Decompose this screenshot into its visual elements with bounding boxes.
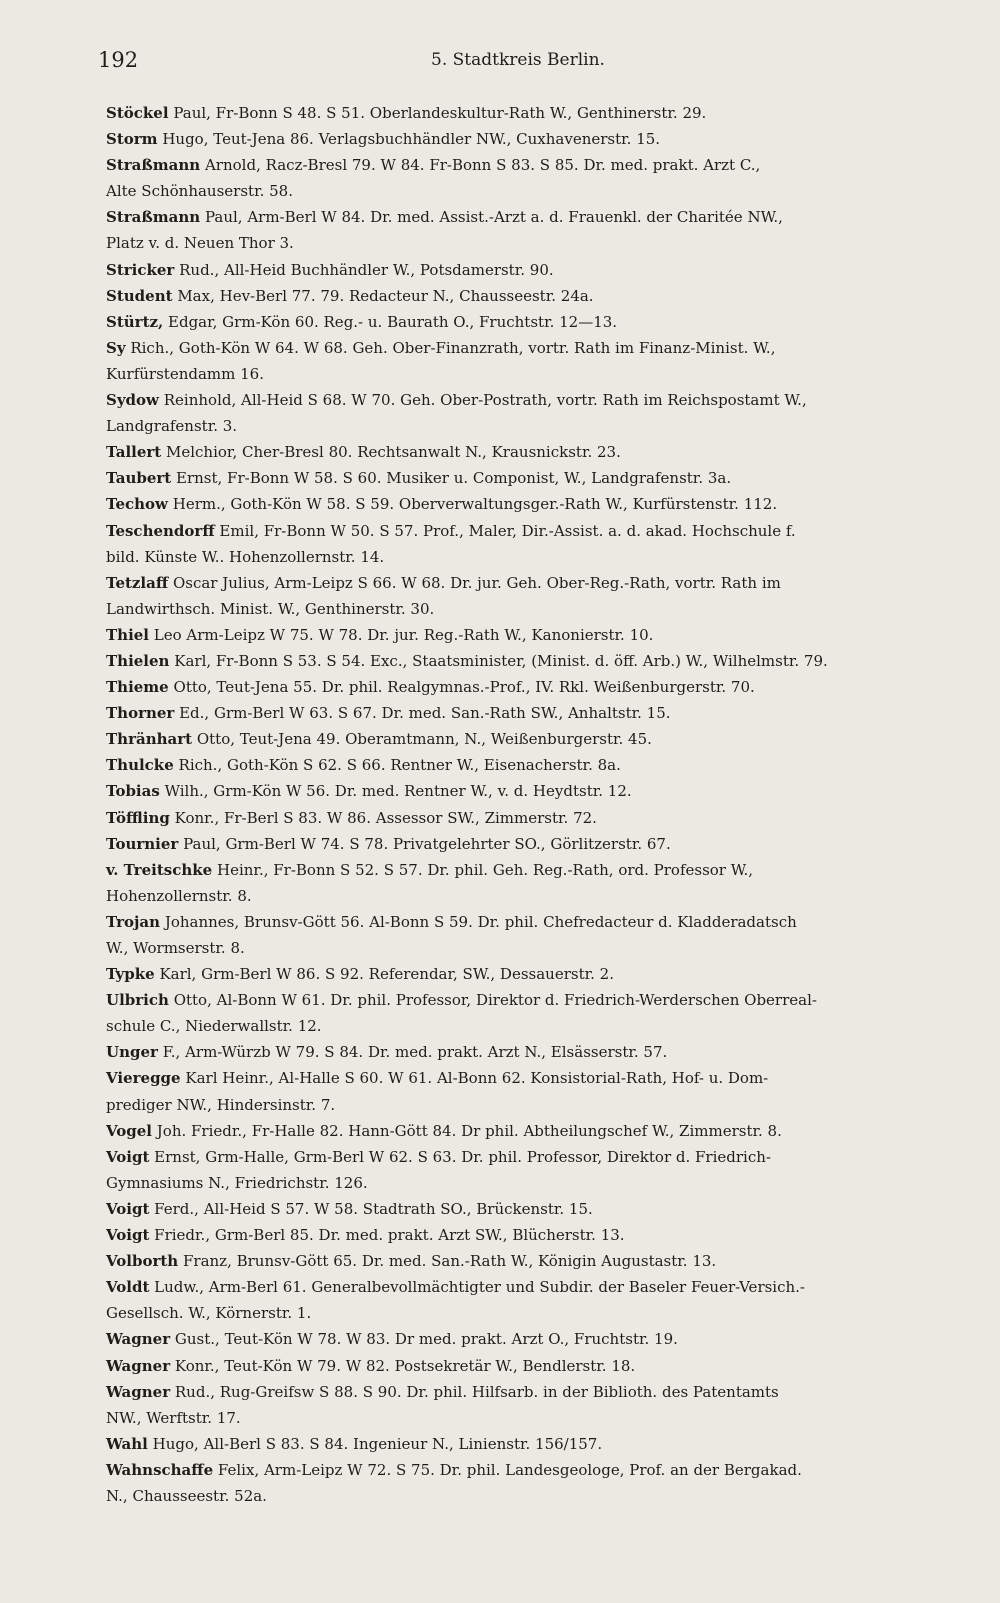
directory-entry <box>106 1353 956 1379</box>
directory-entry <box>106 518 956 570</box>
entry-line: Edgar, Grm-Kön 60. Reg.- u. Baurath O., Fruchtstr. 12—13. <box>168 312 618 331</box>
running-title: 5. Stadtkreis Berlin. <box>431 50 605 70</box>
entry-line: schule C., Niederwallstr. 12. <box>106 1017 322 1036</box>
entry-surname: Wagner <box>106 1330 171 1349</box>
entry-surname: Voigt <box>106 1199 150 1218</box>
directory-entry <box>106 622 956 648</box>
entry-line: Herm., Goth-Kön W 58. S 59. Oberverwaltungsger.-Rath W., Kurfürstenstr. 112. <box>172 495 778 514</box>
entry-line: Landgrafenstr. 3. <box>106 417 238 436</box>
entry-line: Ed., Grm-Berl W 63. S 67. Dr. med. San.-Rath SW., Anhaltstr. 15. <box>179 704 671 723</box>
entry-surname: Thulcke <box>106 756 174 775</box>
entry-surname: Tournier <box>106 834 179 853</box>
entry-surname: Typke <box>106 965 155 984</box>
entry-line: Heinr., Fr-Bonn S 52. S 57. Dr. phil. Geh. Reg.-Rath, ord. Professor W., <box>217 860 754 879</box>
entry-surname: Thielen <box>106 651 170 670</box>
entry-line: Franz, Brunsv-Gött 65. Dr. med. San.-Rath W., Königin Augustastr. 13. <box>182 1252 717 1271</box>
entry-line: Otto, Al-Bonn W 61. Dr. phil. Professor, Direktor d. Friedrich-Werderschen Oberreal- <box>173 991 817 1010</box>
entry-surname: Trojan <box>106 912 161 931</box>
entry-surname: v. Treitschke <box>106 860 213 879</box>
directory-entry <box>106 1326 956 1352</box>
entry-line: Emil, Fr-Bonn W 50. S 57. Prof., Maler, Dir.-Assist. a. d. akad. Hochschule f. <box>219 521 796 540</box>
directory-entry <box>106 674 956 700</box>
entry-surname: Tetzlaff <box>106 573 169 592</box>
entry-surname: Wahl <box>106 1434 148 1453</box>
entry-line: bild. Künste W.. Hohenzollernstr. 14. <box>106 547 385 566</box>
entry-line: Ernst, Grm-Halle, Grm-Berl W 62. S 63. Dr. phil. Professor, Direktor d. Friedrich- <box>154 1147 771 1166</box>
entry-line: Karl, Grm-Berl W 86. S 92. Referendar, SW., Dessauerstr. 2. <box>159 965 614 984</box>
directory-entry <box>106 570 956 622</box>
directory-entry <box>106 1118 956 1144</box>
entry-surname: Voldt <box>106 1278 150 1297</box>
entry-line: F., Arm-Würzb W 79. S 84. Dr. med. prakt. Arzt N., Elsässerstr. 57. <box>162 1043 668 1062</box>
entry-surname: Techow <box>106 495 168 514</box>
entry-line: Hugo, All-Berl S 83. S 84. Ingenieur N., Linienstr. 156/157. <box>152 1434 603 1453</box>
directory-entry <box>106 857 956 909</box>
directory-entry <box>106 726 956 752</box>
directory-entry <box>106 335 956 387</box>
directory-entry <box>106 100 956 126</box>
entry-surname: Thränhart <box>106 730 193 749</box>
entry-line: Karl, Fr-Bonn S 53. S 54. Exc., Staatsminister, (Minist. d. öff. Arb.) W., Wilhelmstr. 79. <box>174 651 828 670</box>
directory-entry <box>106 987 956 1039</box>
entry-line: Hugo, Teut-Jena 86. Verlagsbuchhändler NW., Cuxhavenerstr. 15. <box>162 130 661 149</box>
entry-surname: Vieregge <box>106 1069 181 1088</box>
directory-entry <box>106 387 956 439</box>
entry-surname: Voigt <box>106 1147 150 1166</box>
entry-surname: Teschendorff <box>106 521 215 540</box>
entry-line: Paul, Fr-Bonn S 48. S 51. Oberlandeskultur-Rath W., Genthinerstr. 29. <box>173 104 707 122</box>
entry-surname: Volborth <box>106 1252 179 1271</box>
entry-line: NW., Werftstr. 17. <box>106 1408 241 1427</box>
entry-line: N., Chausseestr. 52a. <box>106 1486 267 1505</box>
entry-surname: Wagner <box>106 1356 171 1375</box>
page-number: 192 <box>98 48 139 72</box>
entry-line: W., Wormserstr. 8. <box>106 939 245 957</box>
directory-entry <box>106 752 956 778</box>
entry-surname: Tobias <box>106 782 160 801</box>
entry-line: prediger NW., Hindersinstr. 7. <box>106 1095 336 1114</box>
entry-line: Kurfürstendamm 16. <box>106 364 264 383</box>
entry-line: Arnold, Racz-Bresl 79. W 84. Fr-Bonn S 83. S 85. Dr. med. prakt. Arzt C., <box>204 156 761 175</box>
entry-line: Joh. Friedr., Fr-Halle 82. Hann-Gött 84. Dr phil. Abtheilungschef W., Zimmerstr. 8. <box>156 1121 782 1140</box>
directory-entry <box>106 1039 956 1065</box>
directory-entry <box>106 831 956 857</box>
entry-surname: Thiel <box>106 625 150 644</box>
entry-line: Alte Schönhauserstr. 58. <box>106 182 293 201</box>
entry-line: Konr., Fr-Berl S 83. W 86. Assessor SW., Zimmerstr. 72. <box>174 808 597 827</box>
directory-entry <box>106 283 956 309</box>
entry-line: Friedr., Grm-Berl 85. Dr. med. prakt. Arzt SW., Blücherstr. 13. <box>154 1226 625 1245</box>
entry-line: Wilh., Grm-Kön W 56. Dr. med. Rentner W., v. d. Heydtstr. 12. <box>164 782 632 801</box>
entry-surname: Stürtz, <box>106 312 164 331</box>
entry-line: Johannes, Brunsv-Gött 56. Al-Bonn S 59. Dr. phil. Chefredacteur d. Kladderadatsch <box>164 912 797 931</box>
entry-surname: Student <box>106 286 173 305</box>
entry-surname: Straßmann <box>106 208 201 227</box>
entry-surname: Storm <box>106 130 158 149</box>
entry-line: Felix, Arm-Leipz W 72. S 75. Dr. phil. Landesgeologe, Prof. an der Bergakad. <box>217 1460 802 1479</box>
entry-line: Max, Hev-Berl 77. 79. Redacteur N., Chausseestr. 24a. <box>177 286 594 305</box>
entry-line: Ludw., Arm-Berl 61. Generalbevollmächtigter und Subdir. der Baseler Feuer-Versich.- <box>154 1278 806 1297</box>
directory-entry <box>106 1248 956 1274</box>
entry-line: Paul, Arm-Berl W 84. Dr. med. Assist.-Arzt a. d. Frauenkl. der Charitée NW., <box>204 208 783 227</box>
directory-entry <box>106 1222 956 1248</box>
entry-line: Rich., Goth-Kön W 64. W 68. Geh. Ober-Finanzrath, vortr. Rath im Finanz-Minist. W., <box>130 338 776 357</box>
entry-line: Rud., All-Heid Buchhändler W., Potsdamerstr. 90. <box>179 260 554 279</box>
entry-line: Melchior, Cher-Bresl 80. Rechtsanwalt N., Krausnickstr. 23. <box>166 443 621 462</box>
directory-entry <box>106 257 956 283</box>
entry-line: Platz v. d. Neuen Thor 3. <box>106 234 294 253</box>
directory-entry <box>106 126 956 152</box>
entry-line: Karl Heinr., Al-Halle S 60. W 61. Al-Bonn 62. Konsistorial-Rath, Hof- u. Dom- <box>185 1069 769 1088</box>
directory-entry <box>106 648 956 674</box>
entry-line: Otto, Teut-Jena 55. Dr. phil. Realgymnas.-Prof., IV. Rkl. Weißenburgerstr. 70. <box>173 678 755 697</box>
entry-surname: Töffling <box>106 808 170 827</box>
entry-line: Hohenzollernstr. 8. <box>106 886 252 905</box>
entry-line: Gust., Teut-Kön W 78. W 83. Dr med. prakt. Arzt O., Fruchtstr. 19. <box>174 1330 678 1349</box>
entry-surname: Sydow <box>106 391 159 410</box>
entry-line: Ernst, Fr-Bonn W 58. S 60. Musiker u. Componist, W., Landgrafenstr. 3a. <box>176 469 732 488</box>
entry-line: Reinhold, All-Heid S 68. W 70. Geh. Ober-Postrath, vortr. Rath im Reichspostamt W., <box>163 391 807 410</box>
page-header <box>98 48 938 78</box>
directory-entry <box>106 909 956 961</box>
entry-line: Oscar Julius, Arm-Leipz S 66. W 68. Dr. jur. Geh. Ober-Reg.-Rath, vortr. Rath im <box>172 573 781 592</box>
entry-surname: Voigt <box>106 1226 150 1245</box>
entry-surname: Thorner <box>106 704 175 723</box>
directory-entry <box>106 1457 956 1509</box>
entry-line: Paul, Grm-Berl W 74. S 78. Privatgelehrter SO., Görlitzerstr. 67. <box>183 834 671 853</box>
directory-entry <box>106 1274 956 1326</box>
entry-surname: Thieme <box>106 678 169 697</box>
entry-surname: Taubert <box>106 469 172 488</box>
directory-entry <box>106 465 956 491</box>
entry-line: Landwirthsch. Minist. W., Genthinerstr. 30. <box>106 599 435 618</box>
directory-entry <box>106 805 956 831</box>
entry-surname: Ulbrich <box>106 991 169 1010</box>
directory-entry <box>106 152 956 204</box>
entry-line: Otto, Teut-Jena 49. Oberamtmann, N., Weißenburgerstr. 45. <box>196 730 652 749</box>
directory-entry <box>106 778 956 804</box>
directory-entry <box>106 309 956 335</box>
entry-surname: Tallert <box>106 443 162 462</box>
directory-entry <box>106 700 956 726</box>
entry-surname: Sy <box>106 338 126 357</box>
entry-surname: Stricker <box>106 260 175 279</box>
entry-line: Rich., Goth-Kön S 62. S 66. Rentner W., Eisenacherstr. 8a. <box>178 756 621 775</box>
entry-surname: Vogel <box>106 1121 152 1140</box>
directory-entry <box>106 1431 956 1457</box>
entry-line: Ferd., All-Heid S 57. W 58. Stadtrath SO., Brückenstr. 15. <box>154 1199 593 1218</box>
entry-line: Leo Arm-Leipz W 75. W 78. Dr. jur. Reg.-Rath W., Kanonierstr. 10. <box>153 625 654 644</box>
directory-entry <box>106 204 956 256</box>
directory-entry <box>106 1379 956 1431</box>
directory-entry <box>106 1065 956 1117</box>
entry-surname: Stöckel <box>106 104 169 122</box>
directory-entry <box>106 961 956 987</box>
entry-surname: Straßmann <box>106 156 201 175</box>
directory-entry <box>106 439 956 465</box>
directory-entry <box>106 491 956 517</box>
directory-entries <box>106 100 956 1509</box>
entry-surname: Unger <box>106 1043 158 1062</box>
directory-entry <box>106 1196 956 1222</box>
entry-line: Gymnasiums N., Friedrichstr. 126. <box>106 1173 368 1192</box>
entry-line: Konr., Teut-Kön W 79. W 82. Postsekretär W., Bendlerstr. 18. <box>174 1356 636 1375</box>
directory-entry <box>106 1144 956 1196</box>
entry-line: Rud., Rug-Greifsw S 88. S 90. Dr. phil. Hilfsarb. in der Biblioth. des Patentamts <box>174 1382 779 1401</box>
entry-line: Gesellsch. W., Körnerstr. 1. <box>106 1304 312 1323</box>
entry-surname: Wagner <box>106 1382 171 1401</box>
entry-surname: Wahnschaffe <box>106 1460 214 1479</box>
